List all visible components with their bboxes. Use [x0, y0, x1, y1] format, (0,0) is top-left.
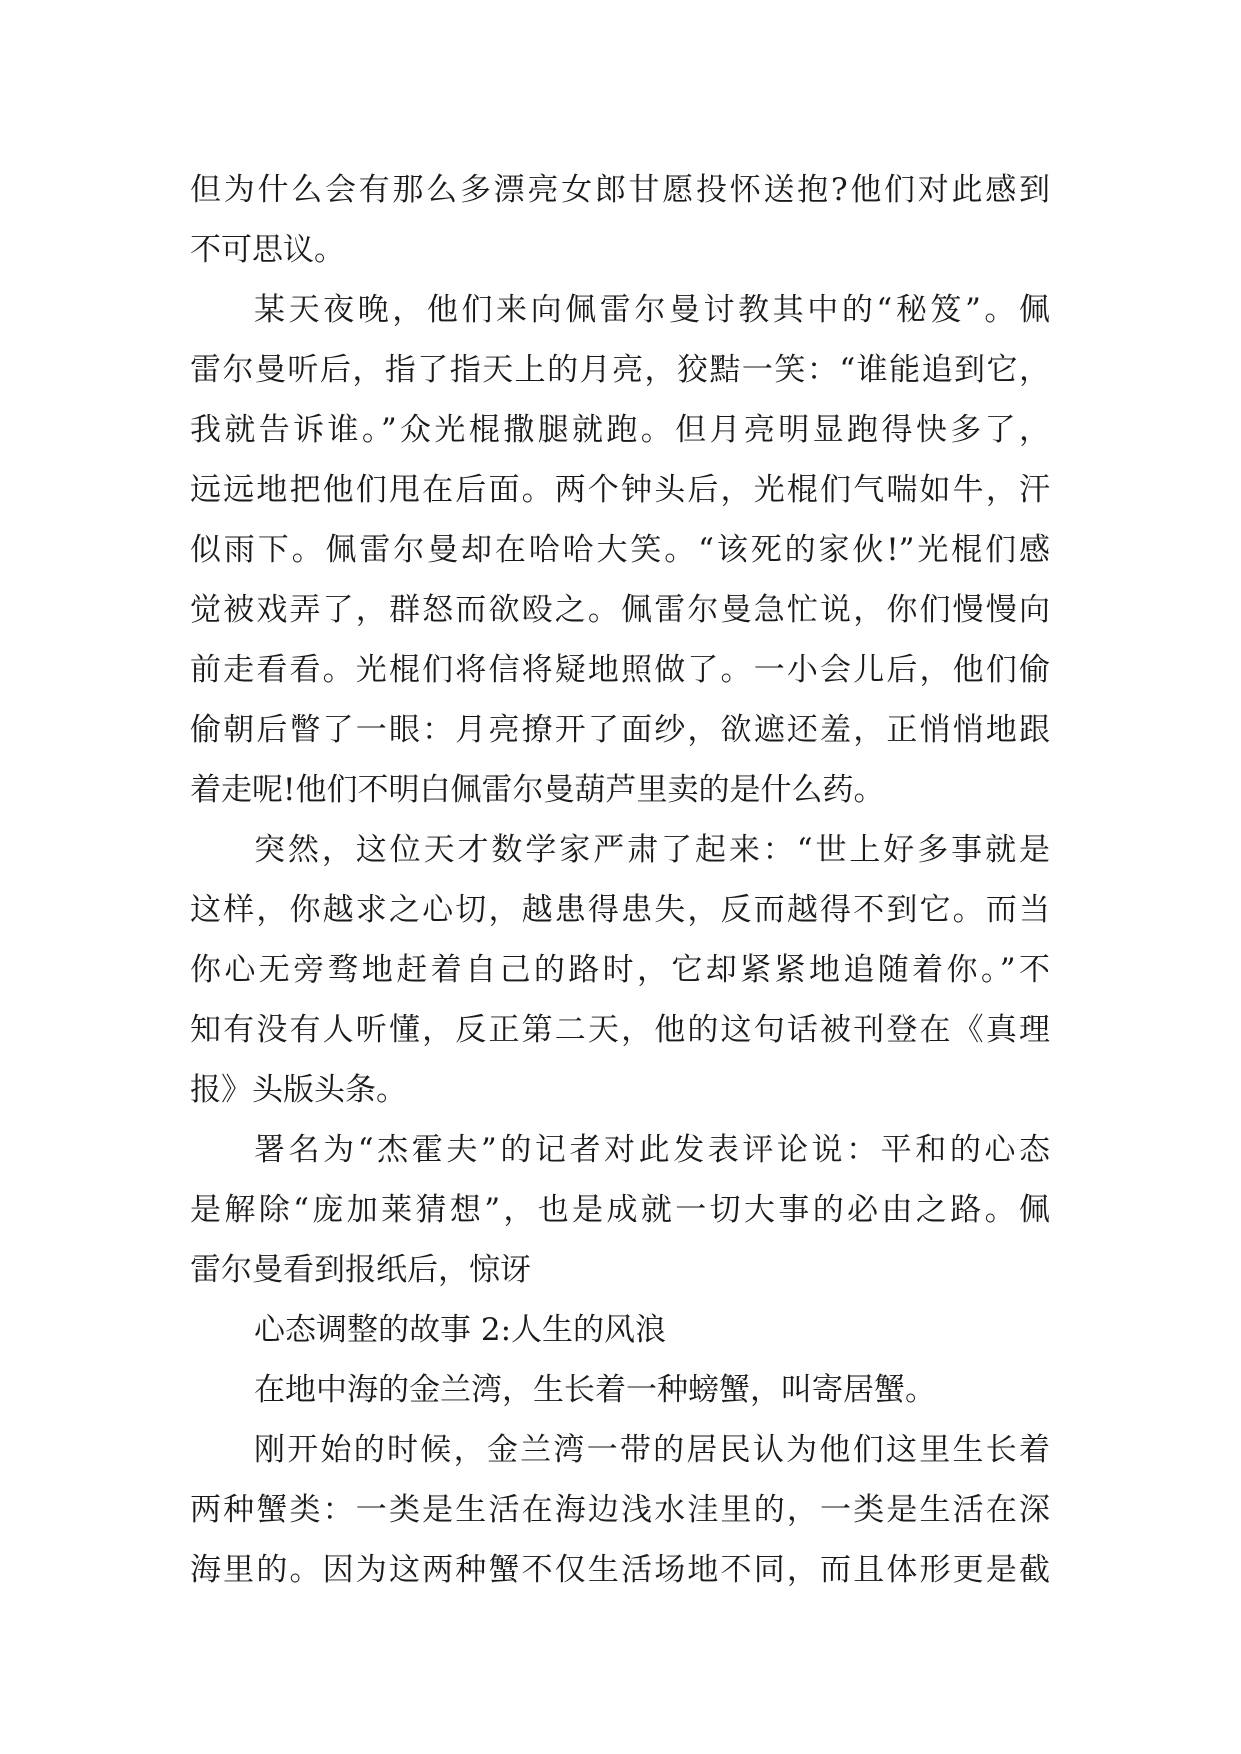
text-line: 突然，这位天才数学家严肃了起来：“世上好多事就是: [254, 832, 1050, 868]
document-page: [190, 160, 1050, 1600]
text-line: 偷朝后瞥了一眼：月亮撩开了面纱，欲遮还羞，正悄悄地跟: [190, 712, 1050, 748]
text-line: 不可思议。: [190, 232, 345, 268]
text-line: 是解除“庞加莱猜想”，也是成就一切大事的必由之路。佩: [190, 1192, 1050, 1228]
text-line: 雷尔曼看到报纸后，惊讶: [190, 1252, 531, 1288]
text-line: 刚开始的时候，金兰湾一带的居民认为他们这里生长着: [254, 1432, 1050, 1468]
text-line: 两种蟹类：一类是生活在海边浅水洼里的，一类是生活在深: [190, 1492, 1050, 1528]
text-line: 署名为“杰霍夫”的记者对此发表评论说：平和的心态: [254, 1132, 1050, 1168]
section-heading: 心态调整的故事 2:人生的风浪: [254, 1312, 667, 1348]
text-line: 雷尔曼听后，指了指天上的月亮，狡黠一笑：“谁能追到它，: [190, 352, 1050, 388]
text-line: 海里的。因为这两种蟹不仅生活场地不同，而且体形更是截: [190, 1552, 1050, 1588]
text-line: 报》头版头条。: [190, 1072, 407, 1108]
text-line: 前走看看。光棍们将信将疑地照做了。一小会儿后，他们偷: [190, 652, 1050, 688]
text-line: 你心无旁骛地赶着自己的路时，它却紧紧地追随着你。”不: [190, 952, 1050, 988]
text-line: 在地中海的金兰湾，生长着一种螃蟹，叫寄居蟹。: [254, 1372, 936, 1408]
text-line: 着走呢!他们不明白佩雷尔曼葫芦里卖的是什么药。: [190, 772, 885, 808]
text-line: 我就告诉谁。”众光棍撒腿就跑。但月亮明显跑得快多了，: [190, 412, 1050, 448]
text-line: 知有没有人听懂，反正第二天，他的这句话被刊登在《真理: [190, 1012, 1050, 1048]
text-line: 某天夜晚，他们来向佩雷尔曼讨教其中的“秘笈”。佩: [254, 292, 1050, 328]
text-line: 但为什么会有那么多漂亮女郎甘愿投怀送抱?他们对此感到: [190, 172, 1050, 208]
text-line: 似雨下。佩雷尔曼却在哈哈大笑。“该死的家伙!”光棍们感: [190, 532, 1050, 568]
text-line: 远远地把他们甩在后面。两个钟头后，光棍们气喘如牛，汗: [190, 472, 1050, 508]
text-line: 觉被戏弄了，群怒而欲殴之。佩雷尔曼急忙说，你们慢慢向: [190, 592, 1050, 628]
text-line: 这样，你越求之心切，越患得患失，反而越得不到它。而当: [190, 892, 1050, 928]
